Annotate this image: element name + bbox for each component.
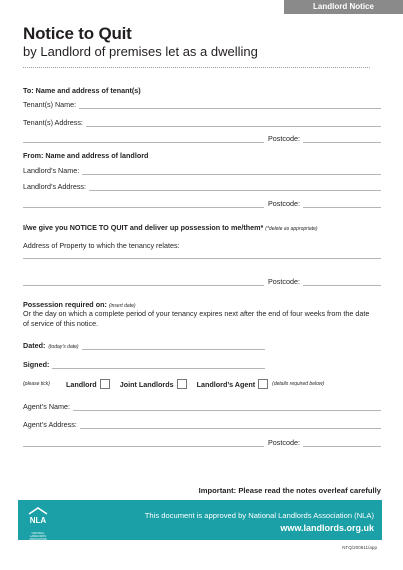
possession-heading [23,300,136,309]
tenant-name-line[interactable] [79,101,381,109]
details-required-note: (details required below) [272,381,325,387]
possession-text: Or the day on which a complete period of your tenancy expires next after the end of four weeks from the date of service of this notice. [23,309,370,328]
landlord-address-line[interactable] [89,183,381,191]
landlord-address-field[interactable] [23,181,381,191]
landlord-address-line-2[interactable] [23,200,264,208]
landlord-notice-tag: Landlord Notice [284,0,403,14]
website-link[interactable]: www.landlords.org.uk [280,523,374,533]
landlord-checkbox[interactable] [100,379,110,389]
property-address-label: Address of Property to which the tenancy relates: [23,241,180,250]
agent-postcode-line[interactable] [303,439,381,447]
important-notice: Important: Please read the notes overleaf carefully [198,486,381,495]
landlord-name-label: Landlord’s Name: [23,166,80,175]
agent-postcode-row[interactable] [23,437,381,447]
landlord-postcode-row[interactable] [23,198,381,208]
dated-line[interactable] [82,342,265,350]
agent-name-label: Agent’s Name: [23,402,71,411]
option-landlords-agent-label: Landlord’s Agent [196,379,256,389]
property-address-line-1[interactable] [23,258,381,259]
agent-name-field[interactable] [23,401,381,411]
signed-label: Signed: [23,360,50,369]
agent-address-field[interactable] [23,419,381,429]
logo-text: NLA [29,516,47,525]
approval-text: This document is approved by National Landlords Association (NLA) [144,511,374,520]
agent-address-label: Agent’s Address: [23,420,77,429]
house-roof-icon [26,506,50,534]
dated-label: Dated: [23,341,46,350]
signed-line[interactable] [52,361,265,369]
tenant-address-line[interactable] [86,119,381,127]
property-address-line-2[interactable] [23,278,264,286]
please-tick-note: (please tick) [23,381,50,387]
signed-row[interactable] [23,360,265,369]
landlord-postcode-label: Postcode: [268,199,300,208]
notice-heading-text: I/we give you NOTICE TO QUIT and deliver up possession to me/them* [23,223,264,232]
property-postcode-line[interactable] [303,278,381,286]
property-postcode-row[interactable] [23,276,381,286]
agent-name-line[interactable] [73,403,381,411]
landlord-postcode-line[interactable] [303,200,381,208]
tenant-address-line-2[interactable] [23,135,264,143]
tenant-name-label: Tenant(s) Name: [23,100,77,109]
role-tick-row [23,378,381,390]
landlord-section-heading: From: Name and address of landlord [23,151,149,160]
dated-row[interactable] [23,341,265,350]
possession-heading-note: (insert date) [108,303,136,309]
option-joint-landlords-label: Joint Landlords [119,379,174,389]
nla-footer-banner [18,500,382,540]
tenant-postcode-label: Postcode: [268,134,300,143]
tenant-address-label: Tenant(s) Address: [23,118,83,127]
tenant-postcode-row[interactable] [23,133,381,143]
joint-landlords-checkbox[interactable] [177,379,187,389]
landlord-name-line[interactable] [82,167,381,175]
agent-address-line-2[interactable] [23,439,264,447]
agent-postcode-label: Postcode: [268,438,300,447]
document-code: NTQ/200811/app [342,545,377,550]
landlord-address-label: Landlord’s Address: [23,182,86,191]
tenant-address-field[interactable] [23,117,381,127]
tenant-name-field[interactable] [23,99,381,109]
tenant-section-heading: To: Name and address of tenant(s) [23,86,141,95]
agent-address-line[interactable] [80,421,381,429]
dotted-divider [23,67,370,68]
nla-logo [26,506,50,541]
tenant-postcode-line[interactable] [303,135,381,143]
landlords-agent-checkbox[interactable] [258,379,268,389]
notice-heading [23,223,318,232]
notice-heading-note: (*delete as appropriate) [265,226,318,232]
logo-subtext: NATIONAL LANDLORDS ASSOCIATION [29,532,47,541]
option-landlord-label: Landlord [65,379,97,389]
possession-heading-text: Possession required on: [23,300,107,309]
property-postcode-label: Postcode: [268,277,300,286]
page-title: Notice to Quit [23,24,132,43]
dated-note: (today’s date) [48,344,79,350]
landlord-name-field[interactable] [23,165,381,175]
page-subtitle: by Landlord of premises let as a dwelling [23,44,258,59]
